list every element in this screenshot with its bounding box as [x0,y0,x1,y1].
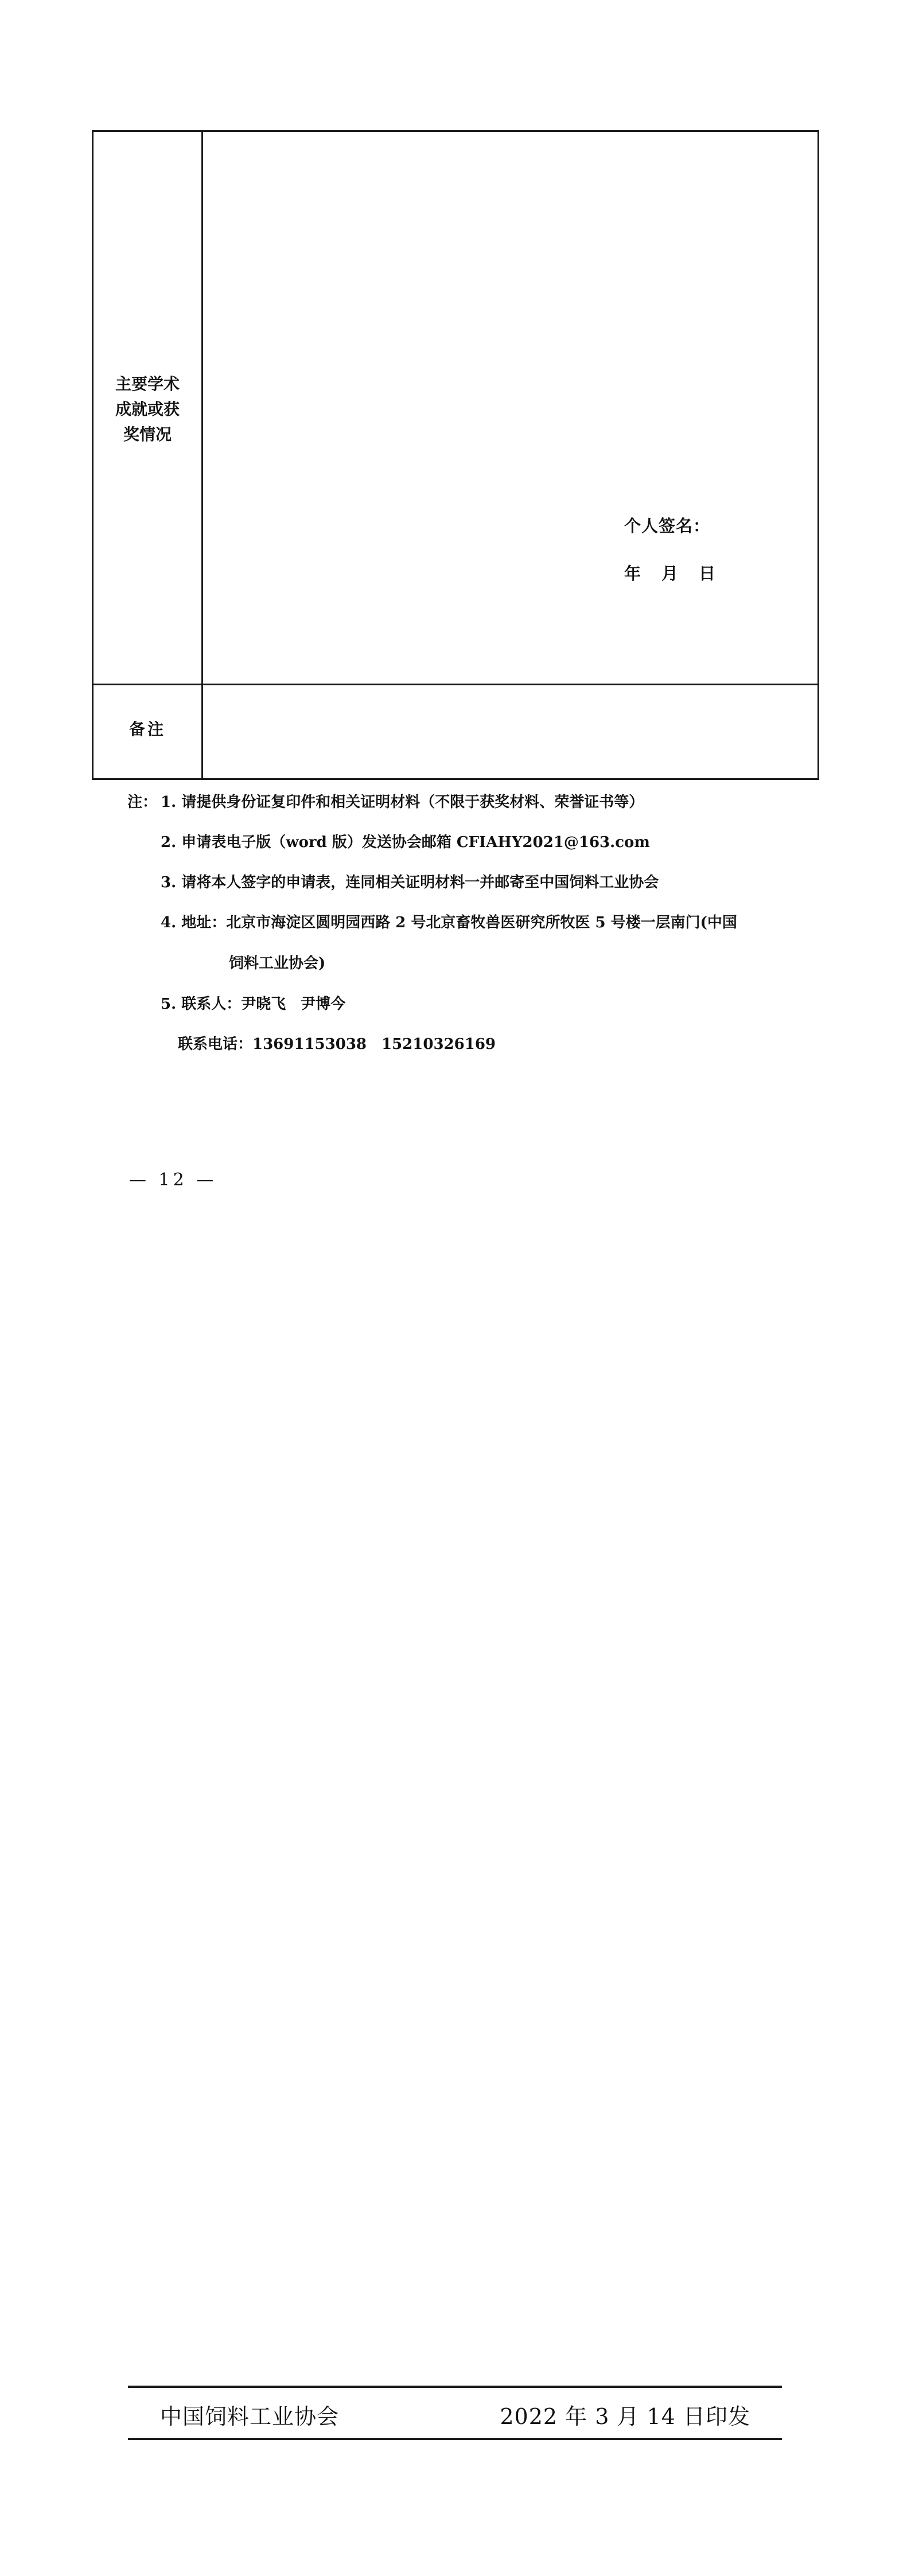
note-item-1: 1. 请提供身份证复印件和相关证明材料（不限于获奖材料、荣誉证书等） [161,794,644,811]
application-form-table [92,130,819,780]
note-item-2: 2. 申请表电子版（word 版）发送协会邮箱 CFIAHY2021@163.com [161,834,650,851]
footer-issue-date: 2022 年 3 月 14 日印发 [500,2404,750,2429]
page-number: — 12 — [129,1170,217,1190]
note-item-4-line-2: 饲料工业协会) [229,955,326,972]
date-year-label: 年 [624,564,641,583]
note-item-5: 5. 联系人：尹晓飞 尹博今 [161,996,346,1013]
notes-prefix: 注： [127,794,158,811]
signature-label: 个人签名： [624,516,711,536]
signature-date [624,561,715,584]
note-item-3: 3. 请将本人签字的申请表，连同相关证明材料一并邮寄至中国饲料工业协会 [161,874,659,891]
table-column-divider [201,132,203,778]
footer-top-rule [128,2386,782,2388]
contact-phone: 联系电话：13691153038 15210326169 [178,1036,496,1053]
note-item-4-line-1: 4. 地址：北京市海淀区圆明园西路 2 号北京畜牧兽医研究所牧医 5 号楼一层南门(中国 [161,914,737,931]
achievements-label-line-2: 成就或获 [115,400,180,419]
achievements-label [94,372,201,447]
date-day-label: 日 [699,564,716,583]
table-row-divider [94,684,817,685]
footer-bottom-rule [128,2438,782,2440]
remarks-label: 备注 [129,720,166,739]
achievements-label-line-3: 奖情况 [123,425,172,444]
achievements-label-line-1: 主要学术 [115,374,180,393]
footer-issuer: 中国饲料工业协会 [160,2404,340,2429]
date-month-label: 月 [661,564,679,583]
